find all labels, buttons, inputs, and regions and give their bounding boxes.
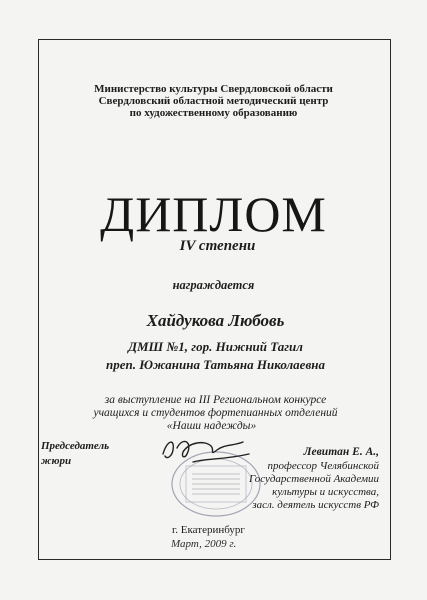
signer-line-4: засл. деятель искусств РФ (252, 499, 379, 511)
signer-line-3: культуры и искусства, (272, 486, 379, 498)
signature (153, 432, 258, 472)
school-line: ДМШ №1, гор. Нижний Тагил (128, 339, 303, 354)
organization-line-1: Министерство культуры Свердловской области (94, 83, 333, 95)
chair-block (41, 439, 109, 469)
purpose-line-2: учащихся и студентов фортепианных отделений (93, 407, 338, 419)
signer-name: Левитан Е. А., (303, 446, 379, 458)
purpose-line-1: за выступление на III Региональном конкурсе (104, 394, 327, 406)
awarded-label: награждается (172, 278, 255, 292)
signer-block (249, 446, 379, 512)
teacher-line: преп. Южанина Татьяна Николаевна (106, 357, 325, 372)
diploma-title: ДИПЛОМ (100, 186, 327, 242)
purpose-line-3: «Наши надежды» (166, 420, 257, 432)
signer-line-2: Государственной Академии (249, 473, 379, 485)
organization-line-3: по художественному образованию (129, 107, 298, 119)
organization-line-2: Свердловский областной методический центр (98, 95, 329, 107)
recipient-name: Хайдукова Любовь (146, 311, 285, 330)
degree-label: IV степени (179, 238, 256, 254)
signer-line-1: профессор Челябинской (267, 460, 379, 472)
date-label: Март, 2009 г. (171, 538, 237, 550)
place-label: г. Екатеринбург (172, 524, 245, 536)
chair-line-1: Председатель (41, 440, 110, 452)
chair-line-2: жюри (41, 455, 72, 467)
